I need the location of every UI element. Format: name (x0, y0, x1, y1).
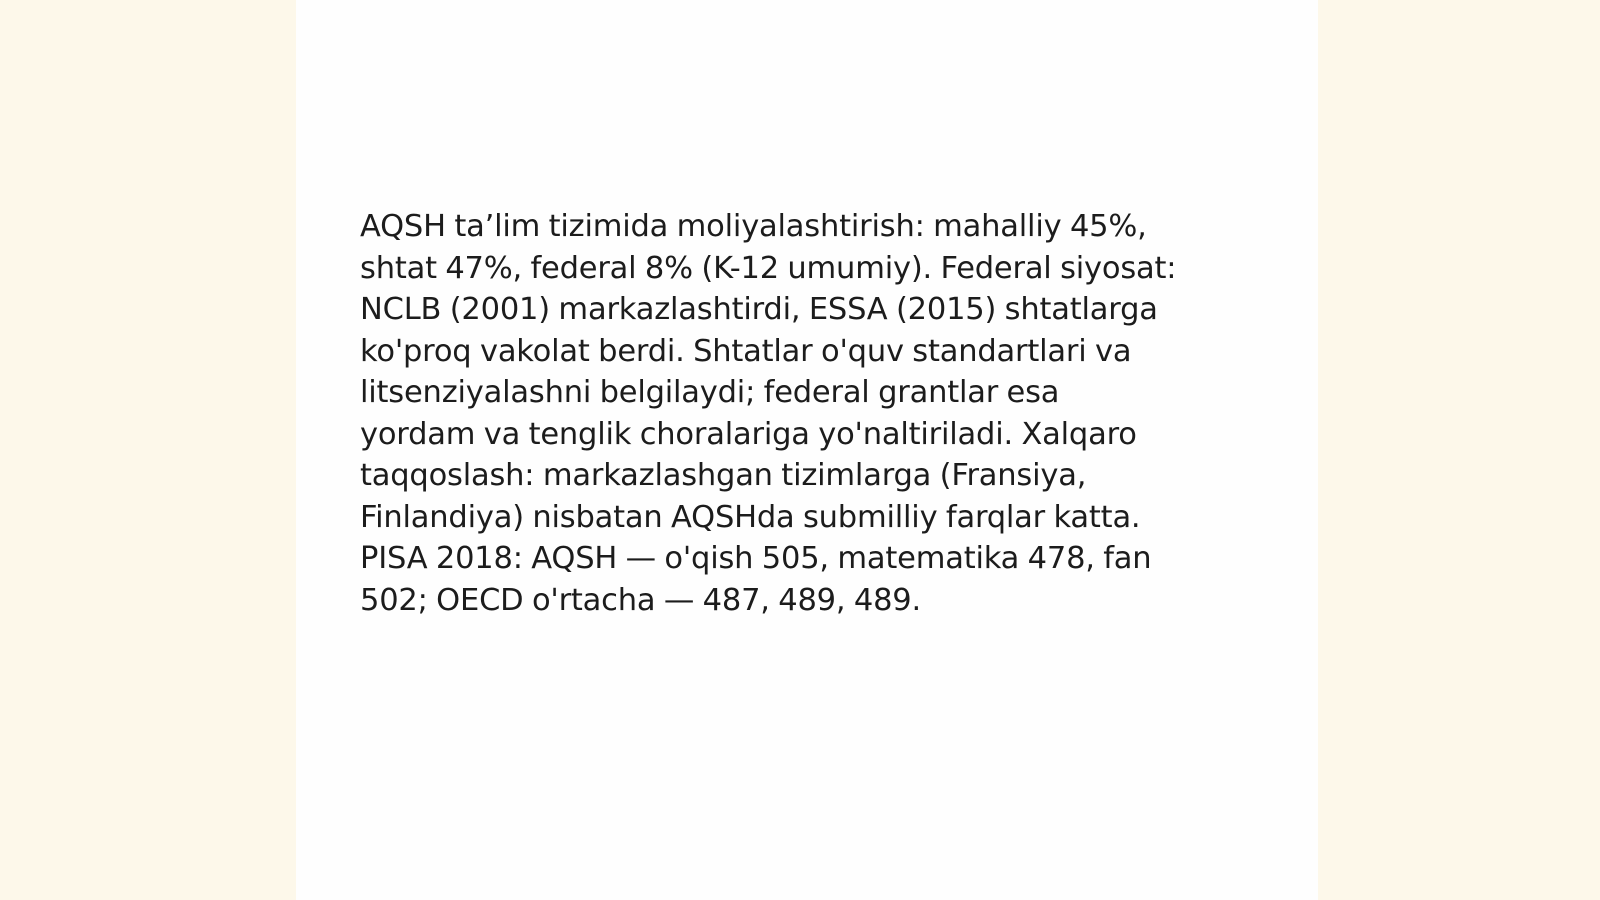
body-paragraph (360, 206, 1250, 621)
document-page (296, 0, 1318, 900)
paragraph-line: NCLB (2001) markazlashtirdi, ESSA (2015) shtatlarga (360, 292, 1158, 327)
paragraph-line: litsenziyalashni belgilaydi; federal grantlar esa (360, 375, 1060, 410)
paragraph-line: shtat 47%, federal 8% (K-12 umumiy). Federal siyosat: (360, 250, 1177, 286)
paragraph-line: taqqoslash: markazlashgan tizimlarga (Fransiya, (360, 458, 1087, 493)
paragraph-line: AQSH ta’lim tizimida moliyalashtirish: mahalliy 45%, (360, 209, 1147, 244)
paragraph-line: yordam va tenglik choralariga yo'naltiriladi. Xalqaro (360, 416, 1137, 452)
paragraph-line: Finlandiya) nisbatan AQSHda submilliy farqlar katta. (360, 499, 1141, 535)
paragraph-line: ko'proq vakolat berdi. Shtatlar o'quv standartlari va (360, 333, 1132, 369)
paragraph-line: PISA 2018: AQSH — o'qish 505, matematika 478, fan (360, 541, 1152, 576)
paragraph-line: 502; OECD o'rtacha — 487, 489, 489. (360, 582, 921, 618)
